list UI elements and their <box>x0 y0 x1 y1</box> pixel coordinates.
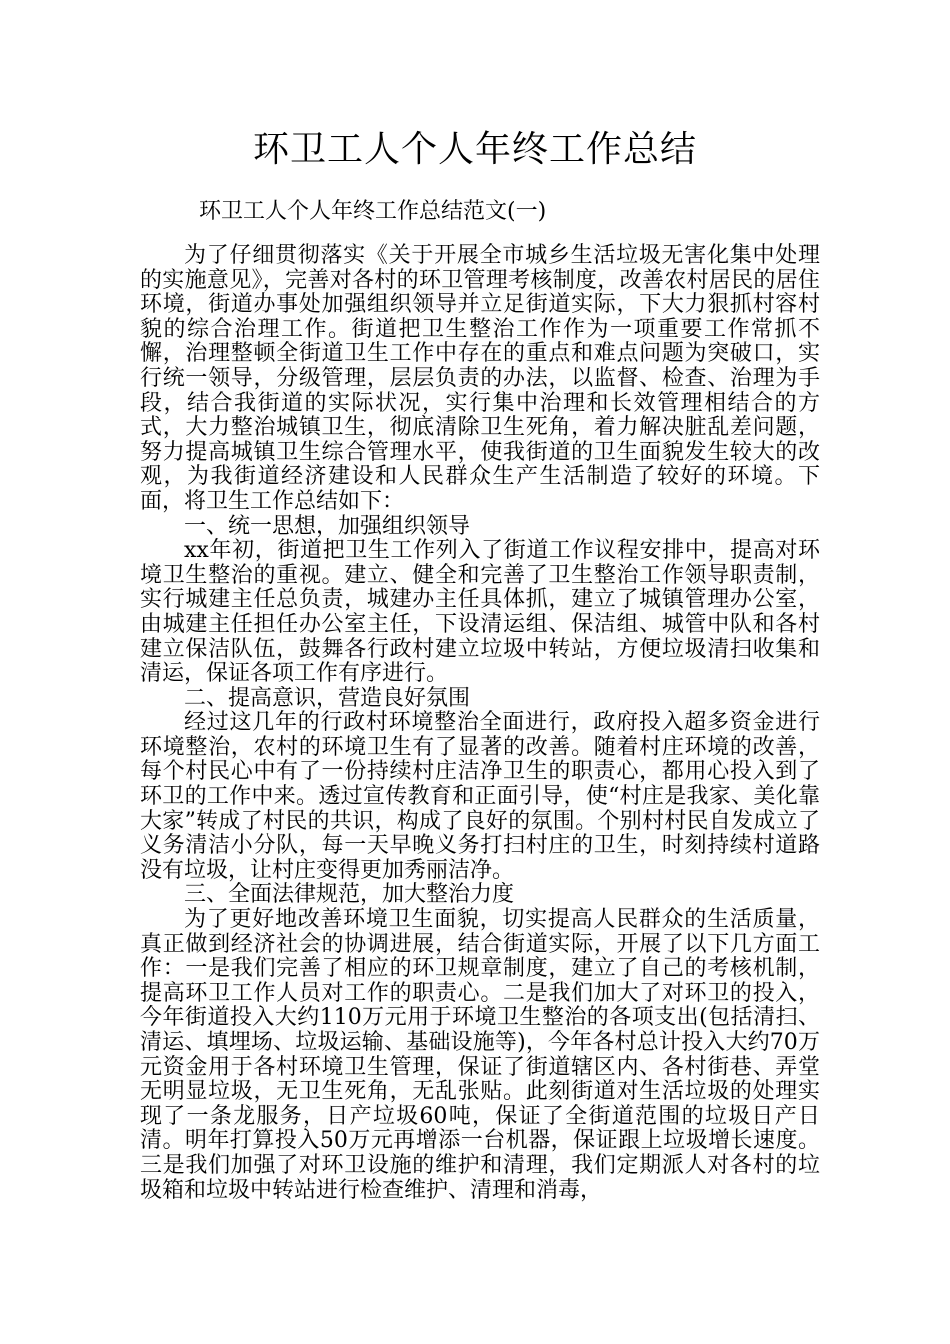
section-heading-2: 二、提高意识，营造良好氛围 <box>184 685 471 711</box>
document-title: 环卫工人个人年终工作总结 <box>252 129 697 170</box>
paragraph-intro: 为了仔细贯彻落实《关于开展全市城乡生活垃圾无害化集中处理的实施意见》，完善对各村的环卫管理考核制度，改善农村居民的居住环境，街道办事处加强组织领导并立足街道实际，下大力狠抓村容村貌的综合治理工作。街道把卫生整治工作作为一项重要工作常抓不懈，治理整顿全街道卫生工作中存在的重点和难点问题为突破口，实行统一领导，分级管理，层层负责的办法，以监督、检查、治理为手段，结合我街道的实际状况，实行集中治理和长效管理相结合的方式，大力整治城镇卫生，彻底清除卫生死角，着力解决脏乱差问题，努力提高城镇卫生综合管理水平，使我街道的卫生面貌发生较大的改观，为我街道经济建设和人民群众生产生活制造了较好的环境。下面，将卫生工作总结如下： <box>140 243 820 514</box>
paragraph-section-1: xx年初，街道把卫生工作列入了街道工作议程安排中，提高对环境卫生整治的重视。建立、健全和完善了卫生整治工作领导职责制，实行城建主任总负责，城建办主任具体抓，建立了城镇管理办公室，由城建主任担任办公室主任，下设清运组、保洁组、城管中队和各村建立保洁队伍，鼓舞各行政村建立垃圾中转站，方便垃圾清扫收集和清运，保证各项工作有序进行。 <box>140 538 820 687</box>
section-heading-3: 三、全面法律规范，加大整治力度 <box>184 882 515 908</box>
section-heading-1: 一、统一思想，加强组织领导 <box>184 513 471 539</box>
paragraph-section-2: 经过这几年的行政村环境整治全面进行，政府投入超多资金进行环境整治，农村的环境卫生有了显著的改善。随着村庄环境的改善，每个村民心中有了一份持续村庄洁净卫生的职责心，都用心投入到了环卫的工作中来。透过宣传教育和正面引导，使“村庄是我家、美化靠大家”转成了村民的共识，构成了良好的氛围。个别村村民自发成立了义务清洁小分队，每一天早晚义务打扫村庄的卫生，时刻持续村道路没有垃圾，让村庄变得更加秀丽洁净。 <box>140 710 820 883</box>
document-body <box>140 244 820 1203</box>
document-subtitle: 环卫工人个人年终工作总结范文(一) <box>199 199 547 224</box>
paragraph-section-3: 为了更好地改善环境卫生面貌，切实提高人民群众的生活质量，真正做到经济社会的协调进展，结合街道实际，开展了以下几方面工作：一是我们完善了相应的环卫规章制度，建立了自己的考核机制，提高环卫工作人员对工作的职责心。二是我们加大了对环卫的投入，今年街道投入大约110万元用于环境卫生整治的各项支出(包括清扫、清运、填埋场、垃圾运输、基础设施等)，今年各村总计投入大约70万元资金用于各村环境卫生管理，保证了街道辖区内、各村街巷、弄堂无明显垃圾，无卫生死角，无乱张贴。此刻街道对生活垃圾的处理实现了一条龙服务，日产垃圾60吨，保证了全街道范围的垃圾日产日清。明年打算投入50万元再增添一台机器，保证跟上垃圾增长速度。三是我们加强了对环卫设施的维护和清理，我们定期派人对各村的垃圾箱和垃圾中转站进行检查维护、清理和消毒， <box>140 907 820 1203</box>
